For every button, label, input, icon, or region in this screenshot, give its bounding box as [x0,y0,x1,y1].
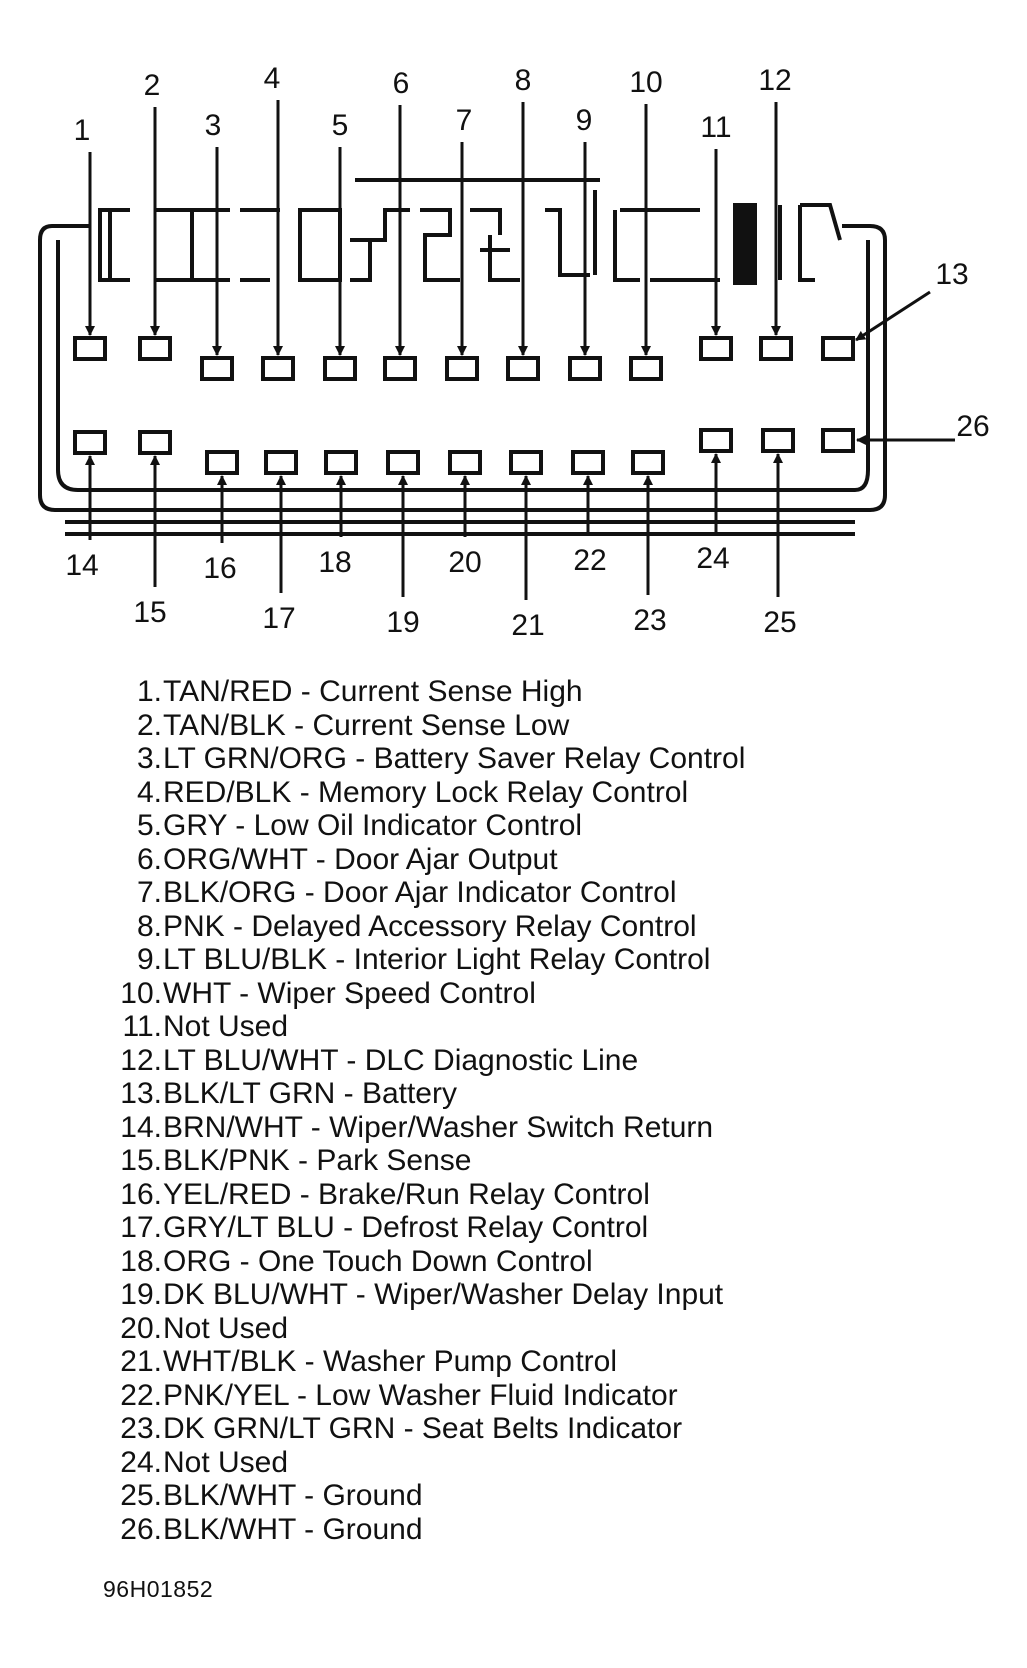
legend-pin-number: 19. [120,1278,162,1311]
legend-pin-number: 14. [120,1110,162,1144]
legend-item [0,1111,1027,1145]
legend-pin-description: TAN/RED - Current Sense High [163,675,583,708]
legend-pin-description: LT GRN/ORG - Battery Saver Relay Control [163,742,746,775]
legend-pin-number: 25. [120,1479,162,1512]
legend-pin-number-value: 13 [120,1077,154,1110]
legend-pin-number: 16. [120,1177,162,1211]
pin-10-terminal [631,358,661,379]
legend-pin-number: 21. [120,1345,162,1378]
legend-pin-number: 9. [136,943,162,976]
legend-pin-number: 11. [122,1010,162,1043]
legend-pin-description: BLK/WHT - Ground [163,1479,423,1512]
pin-23-terminal [633,452,663,473]
legend-pin-number: 4. [136,775,162,809]
pin-11-terminal [701,338,731,359]
pin-26-label: 26 [956,410,990,443]
legend-pin-description: Not Used [163,1010,289,1043]
legend-pin-number-value: 26 [120,1512,154,1546]
legend-pin-description: LT BLU/BLK - Interior Light Relay Control [163,943,711,976]
legend-pin-number: 10. [120,976,162,1010]
pin-21-terminal [511,452,541,473]
pin-8-label: 8 [514,64,532,97]
legend-item [0,910,1027,944]
pin-1-terminal [75,338,105,359]
pin-legend [0,675,1027,1546]
connector-diagram [0,0,1027,660]
legend-pin-number-value: 15 [120,1144,154,1177]
legend-pin-number-value: 11 [122,1010,154,1043]
pin-23-label: 23 [633,604,667,637]
legend-pin-description: BLK/WHT - Ground [163,1512,423,1546]
legend-item [0,1446,1027,1480]
legend-item [0,1044,1027,1078]
legend-pin-description: DK GRN/LT GRN - Seat Belts Indicator [163,1412,683,1445]
legend-pin-number: 8. [136,909,162,943]
legend-pin-number-value: 20 [120,1311,154,1345]
legend-item [0,776,1027,810]
figure-code: 96H01852 [103,1576,214,1602]
legend-item [0,709,1027,743]
pin-2-terminal [140,338,170,359]
pin-2-label: 2 [143,69,161,102]
legend-item [0,1211,1027,1245]
pin-7-terminal [447,358,477,379]
legend-pin-number: 22. [120,1378,162,1412]
legend-item [0,1144,1027,1178]
pin-20-terminal [450,452,480,473]
legend-pin-number-value: 2 [136,708,154,742]
pin-19-label: 19 [386,606,420,639]
legend-pin-number-value: 8 [136,909,154,943]
pin-22-terminal [573,452,603,473]
pin-3-label: 3 [204,109,222,142]
pin-7-label: 7 [455,104,473,137]
pin-16-label: 16 [203,552,237,585]
pin-12-label: 12 [758,64,792,97]
pin-18-terminal [326,452,356,473]
legend-pin-number: 6. [136,842,162,876]
legend-item [0,809,1027,843]
legend-pin-number: 20. [120,1311,162,1345]
legend-pin-number: 13. [120,1077,162,1110]
legend-pin-description: YEL/RED - Brake/Run Relay Control [163,1177,650,1211]
pin-15-terminal [140,432,170,453]
legend-pin-number-value: 22 [120,1378,154,1412]
legend-pin-description: Not Used [163,1311,289,1345]
legend-pin-description: ORG/WHT - Door Ajar Output [163,842,558,876]
legend-pin-number-value: 14 [120,1110,154,1144]
legend-item [0,1412,1027,1446]
legend-item [0,1479,1027,1513]
legend-pin-number-value: 6 [136,842,154,876]
legend-pin-number: 1. [136,675,162,708]
legend-pin-number-value: 18 [120,1244,154,1278]
legend-pin-number-value: 3 [136,742,154,775]
legend-pin-description: TAN/BLK - Current Sense Low [163,708,570,742]
pin-13-label: 13 [935,258,969,291]
legend-pin-description: GRY/LT BLU - Defrost Relay Control [163,1211,649,1244]
legend-item [0,1312,1027,1346]
legend-pin-description: Not Used [163,1445,289,1479]
legend-pin-number: 7. [136,876,162,909]
legend-item [0,742,1027,776]
legend-pin-number: 18. [120,1244,162,1278]
legend-pin-description: BLK/ORG - Door Ajar Indicator Control [163,876,677,909]
legend-pin-number-value: 9 [136,943,154,976]
pin-10-label: 10 [629,66,663,99]
legend-pin-number: 5. [136,809,162,842]
legend-item [0,1513,1027,1547]
pin-17-terminal [266,452,296,473]
pin-3-terminal [202,358,232,379]
pin-14-terminal [75,432,105,453]
legend-pin-description: RED/BLK - Memory Lock Relay Control [163,775,689,809]
legend-item [0,1379,1027,1413]
pin-8-terminal [508,358,538,379]
pin-9-label: 9 [575,104,593,137]
legend-item [0,1077,1027,1111]
pin-5-label: 5 [331,109,349,142]
pin-14-label: 14 [65,549,99,582]
pin-12-terminal [761,338,791,359]
legend-item [0,675,1027,709]
pin-9-terminal [570,358,600,379]
pin-20-label: 20 [448,546,482,579]
legend-pin-description: WHT/BLK - Washer Pump Control [163,1345,617,1378]
legend-pin-number: 15. [120,1144,162,1177]
pin-22-label: 22 [573,544,607,577]
pin-6-label: 6 [392,67,410,100]
legend-pin-number-value: 23 [120,1412,154,1445]
pin-15-label: 15 [133,596,167,629]
legend-pin-description: PNK/YEL - Low Washer Fluid Indicator [163,1378,678,1412]
legend-pin-description: BLK/LT GRN - Battery [163,1077,457,1110]
legend-pin-number-value: 25 [120,1479,154,1512]
pin-24-terminal [701,430,731,451]
legend-item [0,1245,1027,1279]
pin-4-label: 4 [263,62,281,95]
legend-pin-description: DK BLU/WHT - Wiper/Washer Delay Input [163,1278,724,1311]
legend-pin-description: BRN/WHT - Wiper/Washer Switch Return [163,1110,714,1144]
legend-pin-number-value: 16 [120,1177,154,1211]
legend-item [0,977,1027,1011]
legend-pin-number-value: 4 [136,775,154,809]
pin-17-label: 17 [262,602,296,635]
legend-pin-number: 2. [136,708,162,742]
legend-pin-number-value: 12 [120,1043,154,1077]
legend-pin-number: 26. [120,1512,162,1546]
connector-pins [75,338,853,473]
legend-pin-description: BLK/PNK - Park Sense [163,1144,472,1177]
legend-pin-description: ORG - One Touch Down Control [163,1244,593,1278]
legend-pin-number-value: 7 [136,876,154,909]
legend-pin-description: GRY - Low Oil Indicator Control [163,809,583,842]
pin-6-terminal [385,358,415,379]
pin-5-terminal [325,358,355,379]
legend-item [0,1010,1027,1044]
legend-pin-description: PNK - Delayed Accessory Relay Control [163,909,697,943]
legend-pin-number: 12. [120,1043,162,1077]
legend-pin-number: 17. [120,1211,162,1244]
legend-item [0,1345,1027,1379]
pin-1-label: 1 [73,114,91,147]
legend-pin-number: 23. [120,1412,162,1445]
pin-26-terminal [823,430,853,451]
connector-keying-ribs [100,180,840,283]
pin-25-label: 25 [763,606,797,639]
legend-item [0,843,1027,877]
legend-pin-description: LT BLU/WHT - DLC Diagnostic Line [163,1043,639,1077]
legend-pin-number: 24. [120,1445,162,1479]
legend-item [0,1278,1027,1312]
legend-pin-number-value: 17 [120,1211,154,1244]
pin-19-terminal [388,452,418,473]
legend-item [0,943,1027,977]
legend-pin-description: WHT - Wiper Speed Control [163,976,536,1010]
pin-21-label: 21 [511,609,545,642]
legend-pin-number-value: 10 [120,976,154,1010]
legend-pin-number-value: 21 [120,1345,154,1378]
legend-pin-number-value: 5 [136,809,154,842]
pin-25-terminal [763,430,793,451]
legend-pin-number-value: 24 [120,1445,154,1479]
legend-pin-number: 3. [136,742,162,775]
legend-item [0,1178,1027,1212]
pin-11-label: 11 [700,111,732,144]
pin-4-terminal [263,358,293,379]
pin-18-label: 18 [318,546,352,579]
pin-16-terminal [207,452,237,473]
legend-pin-number-value: 1 [136,675,154,708]
legend-item [0,876,1027,910]
legend-pin-number-value: 19 [120,1278,154,1311]
pin-24-label: 24 [696,542,730,575]
pin-13-terminal [823,338,853,359]
